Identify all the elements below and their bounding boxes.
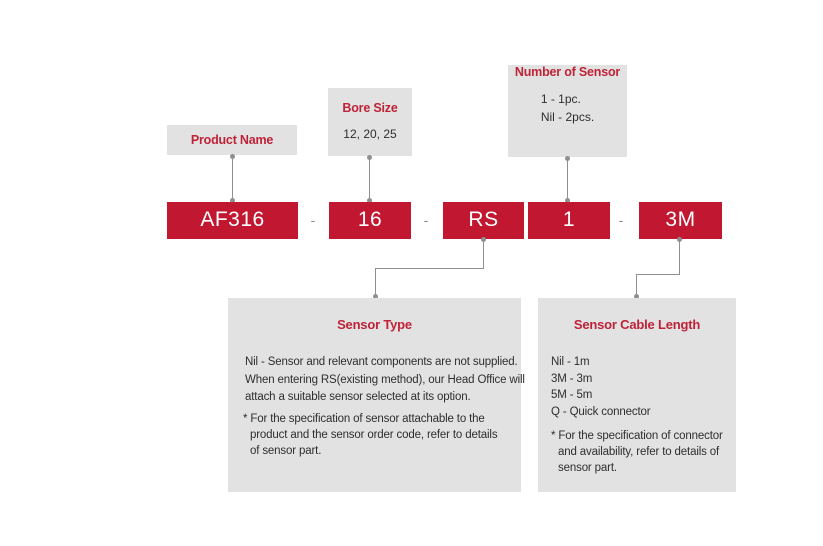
code-segment-bore: 16 [329,202,411,239]
product-name-callout [167,125,297,155]
cable-length-option: Nil - 1m [551,356,590,368]
code-segment-sensor-count: 1 [528,202,610,239]
cable-length-option: 5M - 5m [551,389,593,401]
connector-line-number-of-sensor [567,158,568,201]
number-of-sensor-callout [508,65,627,157]
description-line: attach a suitable sensor selected at its option. [245,391,471,403]
bore-size-title: Bore Size [342,101,398,115]
sensor-cable-length-title: Sensor Cable Length [573,317,701,332]
note-line: of sensor part. [250,445,322,457]
sensor-cable-length-panel [538,298,736,492]
cable-length-note [551,428,723,476]
connector-line-sensor-type [483,240,484,268]
code-segment-product: AF316 [167,202,298,239]
cable-length-options [551,354,650,420]
cable-length-option: 3M - 3m [551,372,593,385]
description-line: Nil - Sensor and relevant components are not supplied. [245,356,518,368]
number-of-sensor-options [541,90,594,126]
code-segment-cable-length: 3M [639,202,722,239]
bore-size-callout [328,88,412,156]
number-of-sensor-title: Number of Sensor [514,65,621,79]
bore-size-values: 12, 20, 25 [343,127,397,141]
number-of-sensor-option: 1 - 1pc. [540,92,581,106]
cable-length-option: Q - Quick connector [551,405,651,418]
connector-line-sensor-type [375,268,484,269]
note-line: sensor part. [558,462,617,474]
product-name-title: Product Name [190,133,274,147]
sensor-type-note [243,411,497,459]
connector-line-product-name [232,156,233,201]
sensor-type-panel [228,298,525,492]
sensor-type-description [245,354,525,407]
number-of-sensor-option: Nil - 2pcs. [540,110,595,124]
code-segment-sensor-type: RS [443,202,524,239]
code-separator: - [423,212,429,228]
connector-line-sensor-type [375,268,376,297]
connector-line-cable-length [636,274,680,275]
note-line: * For the specification of sensor attachable to the [243,413,485,425]
connector-line-bore-size [369,157,370,201]
note-line: * For the specification of connector [551,430,723,442]
code-separator: - [618,212,624,228]
code-separator: - [310,212,316,228]
connector-line-cable-length [679,240,680,274]
note-line: and availability, refer to details of [558,446,720,458]
note-line: product and the sensor order code, refer to details [250,429,498,441]
description-line: When entering RS(existing method), our Head Office will [245,373,525,386]
sensor-type-title: Sensor Type [337,317,412,332]
